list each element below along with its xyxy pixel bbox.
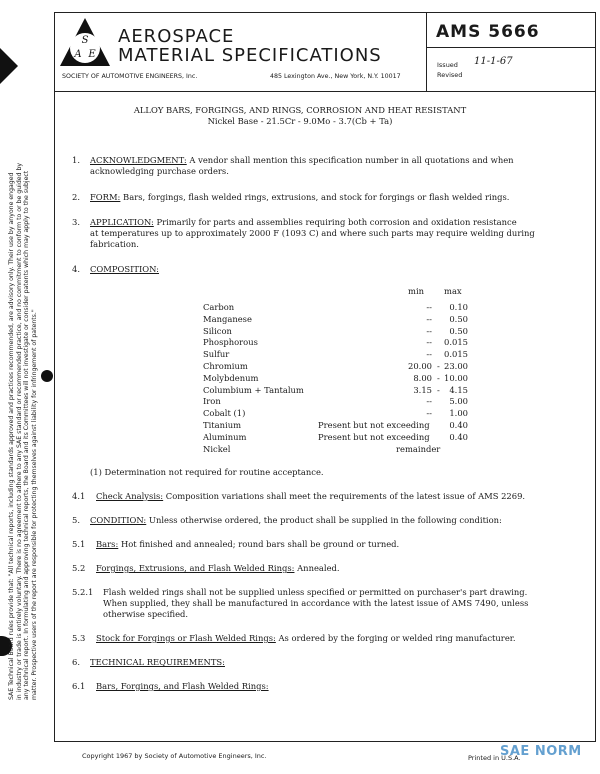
clause-text: As ordered by the forging or welded ring manufacturer. xyxy=(275,633,516,643)
range-dash: - xyxy=(437,361,440,371)
element-min: -- xyxy=(426,408,432,419)
section-text: A vendor shall mention this specification number in all quotations and when xyxy=(186,155,514,165)
disclaimer-line: in industry or trade is entirely voluntary. There is no agreement to adhere to any SAE standard or recommended practice, and no commitment to conform to or be guided by xyxy=(15,162,23,700)
clause-6-number: 6. xyxy=(72,657,80,667)
element-min: Present but not exceeding xyxy=(318,431,430,442)
element-max: remainder xyxy=(396,443,441,454)
section-3-body-2: at temperatures up to approximately 2000 F (1093 C) and where such parts may require welding during xyxy=(90,228,535,238)
clause-5-1-body xyxy=(96,539,399,550)
composition-row xyxy=(0,361,600,373)
clause-heading: Bars: xyxy=(96,539,119,549)
clause-5-2-number: 5.2 xyxy=(72,563,86,573)
element-name: Manganese xyxy=(203,313,252,324)
clause-5-body xyxy=(90,515,502,526)
clause-heading: Stock for Forgings or Flash Welded Rings: xyxy=(96,633,276,643)
revised-label: Revised xyxy=(437,71,463,79)
binder-hole-top xyxy=(0,48,18,84)
clause-5-3-number: 5.3 xyxy=(72,633,86,643)
element-min: Present but not exceeding xyxy=(318,420,430,430)
element-name: Molybdenum xyxy=(203,372,259,383)
element-min: -- xyxy=(426,337,432,348)
section-1 xyxy=(72,155,80,166)
element-min: -- xyxy=(426,302,432,312)
section-1-body-2: acknowledging purchase orders. xyxy=(90,166,229,176)
composition-row xyxy=(0,314,600,326)
org-title-line1: AEROSPACE xyxy=(118,26,235,47)
element-max: 0.50 xyxy=(449,313,468,324)
element-name: Silicon xyxy=(203,325,232,336)
clause-5-2-1-number: 5.2.1 xyxy=(72,587,94,597)
clause-5-2-1-line1: Flash welded rings shall not be supplied unless specified or permitted on purchaser's part drawing. xyxy=(103,587,528,597)
clause-heading: Forgings, Extrusions, and Flash Welded Rings: xyxy=(96,563,295,573)
element-name: Chromium xyxy=(203,361,248,371)
element-max: 0.015 xyxy=(444,349,468,360)
copyright: Copyright 1967 by Society of Automotive Engineers, Inc. xyxy=(82,752,267,760)
element-max: 23.00 xyxy=(444,361,468,371)
clause-5-1-number: 5.1 xyxy=(72,539,86,549)
clause-6-1-number: 6.1 xyxy=(72,681,86,691)
logo-letter-e: E xyxy=(88,49,96,60)
section-text: Primarily for parts and assemblies requiring both corrosion and oxidation resistance xyxy=(153,217,517,227)
composition-row xyxy=(0,408,600,420)
section-3-body xyxy=(90,217,517,228)
composition-row xyxy=(0,326,600,338)
element-max: 4.15 xyxy=(449,384,468,395)
element-min: -- xyxy=(426,325,432,336)
clause-4-1-body xyxy=(96,491,525,502)
element-name: Carbon xyxy=(203,302,235,312)
section-2-body xyxy=(90,192,509,203)
clause-5-2-1-line2: When supplied, they shall be manufactured in accordance with the latest issue of AMS 7490, unless xyxy=(103,598,529,608)
composition-row xyxy=(0,420,600,432)
clause-5-3-body xyxy=(96,633,516,644)
section-3-number: 3. xyxy=(72,217,80,227)
section-text: Bars, forgings, flash welded rings, extrusions, and stock for forgings or flash welded rings. xyxy=(120,192,510,202)
org-title-line2: MATERIAL SPECIFICATIONS xyxy=(118,45,382,66)
composition-row xyxy=(0,444,600,456)
element-name: Aluminum xyxy=(203,431,247,442)
element-name: Cobalt (1) xyxy=(203,408,246,419)
spec-number: AMS 5666 xyxy=(436,22,540,42)
logo-letter-s: S xyxy=(81,35,89,46)
composition-row xyxy=(0,337,600,349)
clause-text: Annealed. xyxy=(294,563,340,573)
col-min-header: min xyxy=(408,286,425,296)
clause-text: Unless otherwise ordered, the product shall be supplied in the following condition: xyxy=(146,515,502,525)
section-1-body xyxy=(90,155,514,166)
element-name: Nickel xyxy=(203,443,231,454)
element-max: 10.00 xyxy=(444,372,468,383)
doc-subtitle: Nickel Base - 21.5Cr - 9.0Mo - 3.7(Cb + Ta) xyxy=(207,116,393,126)
element-name: Sulfur xyxy=(203,349,230,360)
element-min: -- xyxy=(426,396,432,407)
clause-heading: Check Analysis: xyxy=(96,491,164,501)
composition-row xyxy=(0,396,600,408)
issued-label: Issued xyxy=(437,61,458,69)
header-divider xyxy=(54,91,596,92)
col-max-header: max xyxy=(444,286,462,296)
clause-6-heading: TECHNICAL REQUIREMENTS: xyxy=(90,657,225,667)
element-min: 20.00 xyxy=(408,361,432,371)
composition-row xyxy=(0,349,600,361)
section-2-number: 2. xyxy=(72,192,80,202)
doc-title: ALLOY BARS, FORGINGS, AND RINGS, CORROSION AND HEAT RESISTANT xyxy=(133,105,467,115)
clause-5-number: 5. xyxy=(72,515,80,525)
clause-6-1-heading: Bars, Forgings, and Flash Welded Rings: xyxy=(96,681,269,691)
clause-heading: CONDITION: xyxy=(90,515,147,525)
composition-row xyxy=(0,373,600,385)
composition-footnote: (1) Determination not required for routine acceptance. xyxy=(90,467,324,477)
section-4-heading: COMPOSITION: xyxy=(90,264,160,274)
logo-letter-a: A xyxy=(74,49,82,60)
composition-row xyxy=(0,302,600,314)
range-dash: - xyxy=(437,372,440,383)
element-min: -- xyxy=(426,349,432,360)
disclaimer-line: any technical report. In formulating and approving technical reports, the Board and its Committees will not investigate or consider patents which may apply to the subject xyxy=(23,170,30,700)
issued-date: 11-1-67 xyxy=(474,56,513,67)
disclaimer-line: matter. Prospective users of the report are responsible for protecting themselves against liability for infringement of patents." xyxy=(30,309,38,700)
printed-in: Printed in U.S.A. xyxy=(468,754,521,762)
element-max: 0.10 xyxy=(449,302,468,312)
section-heading: APPLICATION: xyxy=(90,217,154,227)
clause-text: Composition variations shall meet the requirements of the latest issue of AMS 2269. xyxy=(163,491,526,501)
element-max: 1.00 xyxy=(449,408,468,419)
element-min: -- xyxy=(426,313,432,324)
element-max: 5.00 xyxy=(449,396,468,407)
society-name: SOCIETY OF AUTOMOTIVE ENGINEERS, Inc. xyxy=(62,73,198,80)
element-name: Titanium xyxy=(203,420,242,430)
sae-logo xyxy=(58,16,112,70)
section-number: 1. xyxy=(72,155,80,165)
element-max: 0.40 xyxy=(449,431,468,442)
section-4-number: 4. xyxy=(72,264,80,274)
composition-row xyxy=(0,432,600,444)
element-max: 0.50 xyxy=(449,325,468,336)
section-heading: FORM: xyxy=(90,192,121,202)
section-heading: ACKNOWLEDGMENT: xyxy=(90,155,187,165)
element-max: 0.015 xyxy=(444,337,468,348)
element-max: 0.40 xyxy=(449,420,468,430)
range-dash: - xyxy=(437,384,440,395)
clause-text: Hot finished and annealed; round bars shall be ground or turned. xyxy=(118,539,400,549)
element-name: Phosphorous xyxy=(203,337,258,348)
element-min: 8.00 xyxy=(413,372,432,383)
disclaimer-line: SAE Technical Board rules provide that: "All technical reports, including standards approved and practices recommended, are advisory only. Their use by anyone engaged xyxy=(8,172,15,700)
sae-norm-watermark: SAE NORM xyxy=(500,744,582,759)
composition-row xyxy=(0,385,600,397)
section-3-body-3: fabrication. xyxy=(90,239,139,249)
society-address: 485 Lexington Ave., New York, N.Y. 10017 xyxy=(270,73,401,80)
clause-5-2-body xyxy=(96,563,340,574)
element-name: Columbium + Tantalum xyxy=(203,384,304,395)
clause-4-1-number: 4.1 xyxy=(72,491,86,501)
clause-5-2-1-line3: otherwise specified. xyxy=(103,609,189,619)
element-name: Iron xyxy=(203,396,221,407)
element-min: 3.15 xyxy=(413,384,432,395)
